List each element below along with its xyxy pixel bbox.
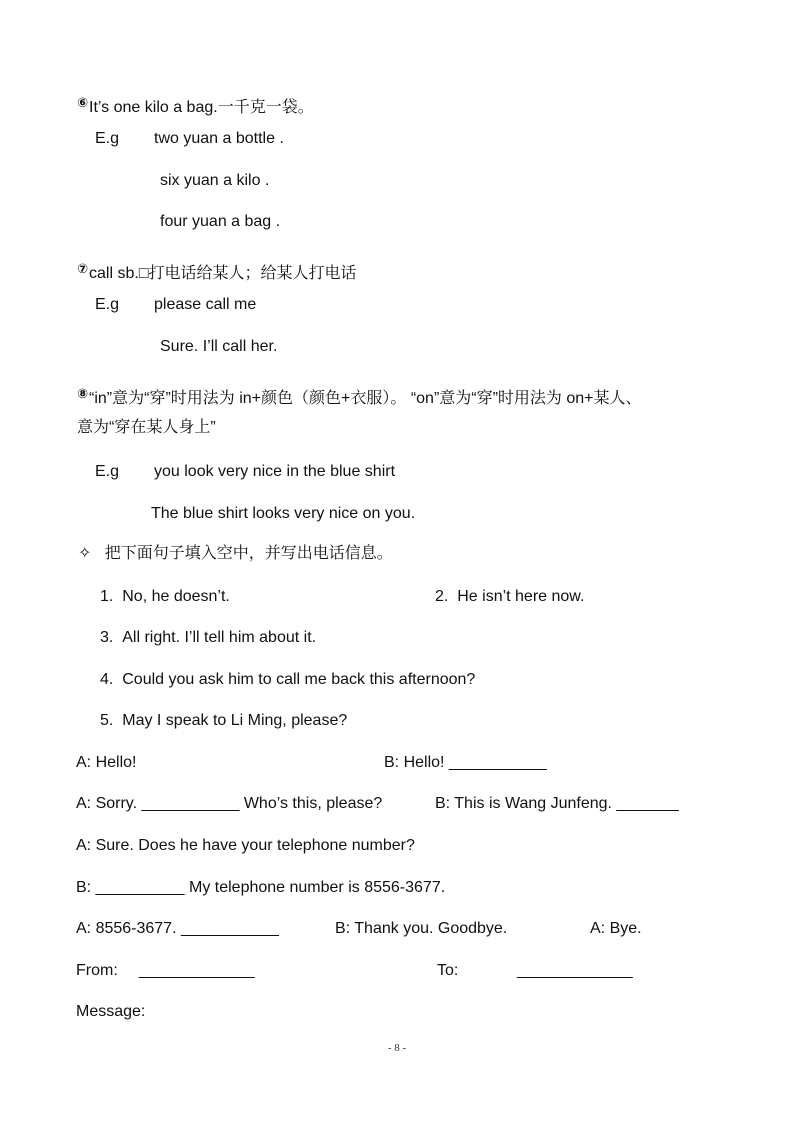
option-number: 1. — [100, 588, 114, 605]
point-6-eg-label: E.g — [95, 130, 120, 147]
option-5 — [100, 711, 347, 731]
dialogue-line-3: A: Sure. Does he have your telephone number? — [76, 837, 415, 854]
bullet-icon: ✧ — [78, 545, 92, 562]
point-8-example-1: you look very nice in the blue shirt — [154, 463, 396, 480]
point-6-heading — [77, 93, 314, 118]
dialogue-line-5c: A: Bye. — [590, 920, 642, 937]
exercise-instruction-text: 把下面句子填入空中，并写出电话信息。 — [104, 545, 393, 562]
point-6-example-1: two yuan a bottle . — [154, 130, 284, 147]
point-7-heading — [77, 259, 356, 284]
point-6-example-2: six yuan a kilo . — [160, 172, 270, 189]
point-7-example-1: please call me — [154, 296, 257, 313]
point-8-eg-label: E.g — [95, 463, 120, 480]
point-8-number: ⑧ — [77, 386, 89, 401]
dialogue-line-1b: B: Hello! ___________ — [384, 754, 547, 771]
option-text: Could you ask him to call me back this afternoon? — [122, 671, 476, 688]
dialogue-line-2b: B: This is Wang Junfeng. _______ — [435, 795, 679, 812]
from-blank: _____________ — [139, 962, 255, 979]
point-7-number: ⑦ — [77, 261, 89, 276]
point-7-heading-text: call sb.□打电话给某人；给某人打电话 — [89, 265, 357, 282]
option-text: He isn’t here now. — [457, 588, 585, 605]
point-6-number: ⑥ — [77, 95, 89, 110]
dialogue-line-1a: A: Hello! — [76, 754, 137, 771]
option-number: 3. — [100, 629, 114, 646]
dialogue-line-4: B: __________ My telephone number is 8556-3677. — [76, 879, 446, 896]
point-8-heading-line-1 — [77, 384, 642, 409]
option-4 — [100, 670, 475, 690]
point-6-example-3: four yuan a bag . — [160, 213, 281, 230]
option-number: 5. — [100, 712, 114, 729]
point-6-heading-text: It’s one kilo a bag.一千克一袋。 — [89, 99, 314, 116]
option-text: No, he doesn’t. — [122, 588, 230, 605]
point-8-heading-text: “in”意为“穿”时用法为 in+颜色（颜色+衣服）。 “on”意为“穿”时用法为 on+某人、 — [89, 390, 642, 407]
from-label: From: — [76, 962, 118, 979]
option-text: May I speak to Li Ming, please? — [122, 712, 348, 729]
message-label: Message: — [76, 1003, 146, 1020]
to-label: To: — [437, 962, 459, 979]
option-text: All right. I’ll tell him about it. — [122, 629, 317, 646]
option-number: 4. — [100, 671, 114, 688]
dialogue-line-5a: A: 8556-3677. ___________ — [76, 920, 279, 937]
option-number: 2. — [435, 588, 449, 605]
option-3 — [100, 628, 316, 648]
dialogue-line-5b: B: Thank you. Goodbye. — [335, 920, 508, 937]
option-2 — [435, 587, 584, 607]
page-number: - 8 - — [387, 1042, 407, 1054]
exercise-instruction — [78, 544, 393, 564]
dialogue-line-2a: A: Sorry. ___________ Who’s this, please? — [76, 795, 383, 812]
point-7-example-2: Sure. I’ll call her. — [160, 338, 278, 355]
option-1 — [100, 587, 230, 607]
to-blank: _____________ — [517, 962, 633, 979]
point-8-heading-line-2: 意为“穿在某人身上” — [77, 419, 216, 436]
point-8-example-2: The blue shirt looks very nice on you. — [151, 505, 416, 522]
point-7-eg-label: E.g — [95, 296, 120, 313]
